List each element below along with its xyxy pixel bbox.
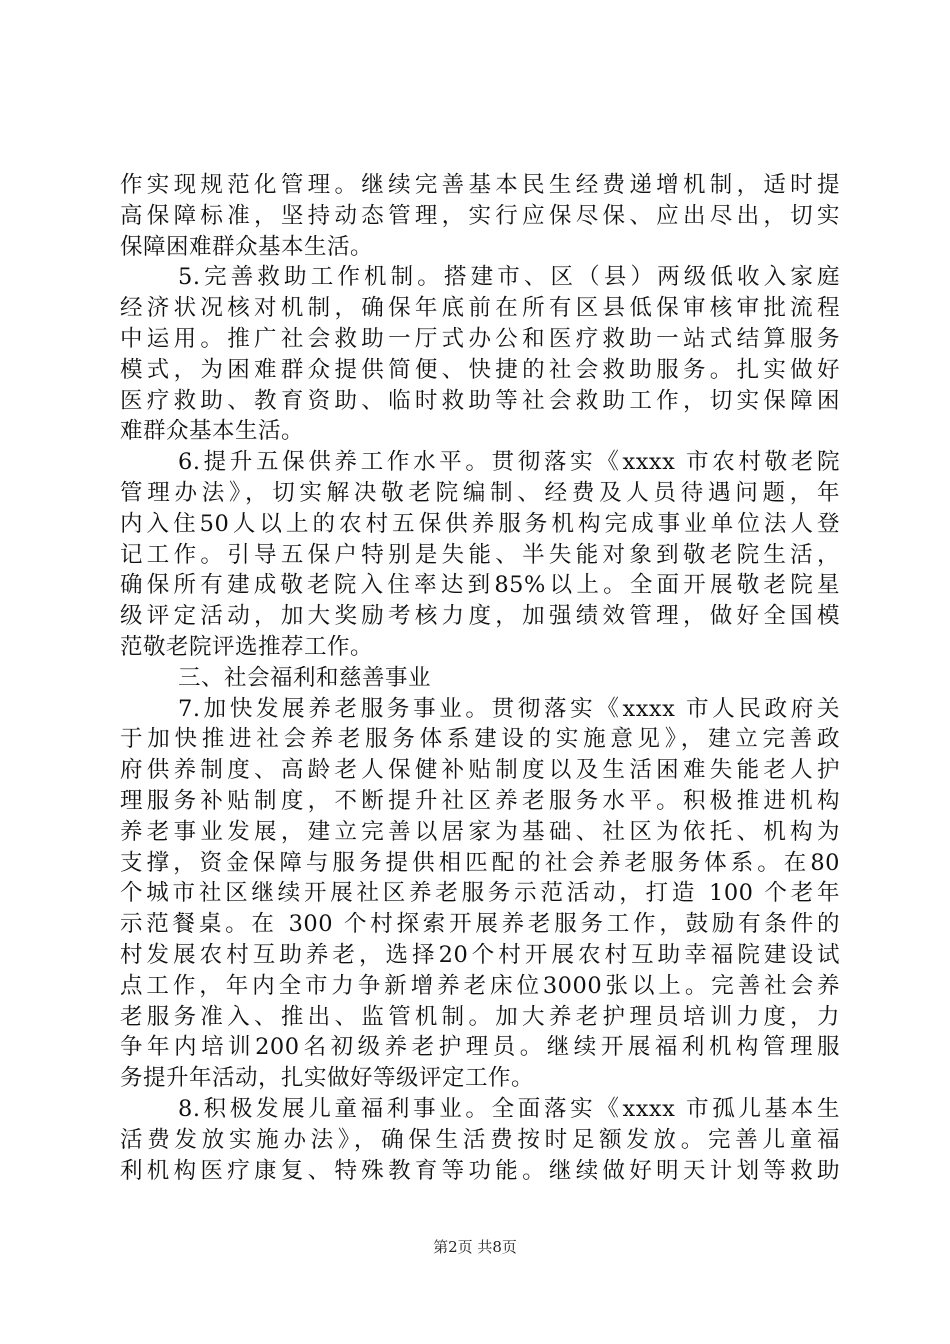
body-line: 争年内培训200名初级养老护理员。继续开展福利机构管理服 (120, 1034, 840, 1061)
body-line: 内入住50人以上的农村五保供养服务机构完成事业单位法人登 (120, 510, 840, 537)
paragraph-start-line: 5.完善救助工作机制。搭建市、区（县）两级低收入家庭 (178, 264, 840, 291)
body-line: 点工作，年内全市力争新增养老床位3000张以上。完善社会养 (120, 972, 840, 999)
body-line: 确保所有建成敬老院入住率达到85%以上。全面开展敬老院星 (120, 572, 840, 599)
paragraph-start-line: 7.加快发展养老服务事业。贯彻落实《xxxx 市人民政府关 (178, 695, 840, 722)
body-line: 于加快推进社会养老服务体系建设的实施意见》，建立完善政 (120, 726, 840, 753)
body-line: 医疗救助、教育资助、临时救助等社会救助工作，切实保障困 (120, 387, 840, 414)
paragraph-start-line: 6.提升五保供养工作水平。贯彻落实《xxxx 市农村敬老院 (178, 449, 840, 476)
body-line: 模式，为困难群众提供简便、快捷的社会救助服务。扎实做好 (120, 356, 840, 383)
body-line: 中运用。推广社会救助一厅式办公和医疗救助一站式结算服务 (120, 325, 840, 352)
body-line: 老服务准入、推出、监管机制。加大养老护理员培训力度，力 (120, 1003, 840, 1030)
body-line: 理服务补贴制度，不断提升社区养老服务水平。积极推进机构 (120, 787, 840, 814)
body-line: 作实现规范化管理。继续完善基本民生经费递增机制，适时提 (120, 172, 840, 198)
body-line: 难群众基本生活。 (120, 418, 305, 445)
body-line: 个城市社区继续开展社区养老服务示范活动，打造 100 个老年 (120, 880, 840, 907)
section-heading: 三、社会福利和慈善事业 (178, 664, 432, 691)
body-line: 级评定活动，加大奖励考核力度，加强绩效管理，做好全国模 (120, 603, 840, 630)
body-line: 高保障标准，坚持动态管理，实行应保尽保、应出尽出，切实 (120, 202, 840, 229)
paragraph-start-line: 8.积极发展儿童福利事业。全面落实《xxxx 市孤儿基本生 (178, 1095, 840, 1122)
page-number-footer: 第2页 共8页 (433, 1238, 517, 1256)
body-line: 利机构医疗康复、特殊教育等功能。继续做好明天计划等救助 (120, 1157, 840, 1184)
body-line: 府供养制度、高龄老人保健补贴制度以及生活困难失能老人护 (120, 757, 840, 784)
body-line: 村发展农村互助养老，选择20个村开展农村互助幸福院建设试 (120, 941, 840, 968)
body-line: 管理办法》，切实解决敬老院编制、经费及人员待遇问题，年 (120, 479, 840, 506)
body-line: 经济状况核对机制，确保年底前在所有区县低保审核审批流程 (120, 295, 840, 322)
document-body (120, 170, 840, 1186)
body-line: 养老事业发展，建立完善以居家为基础、社区为依托、机构为 (120, 818, 840, 845)
body-line: 记工作。引导五保户特别是失能、半失能对象到敬老院生活， (120, 541, 840, 568)
body-line: 保障困难群众基本生活。 (120, 233, 374, 260)
body-line: 活费发放实施办法》，确保生活费按时足额发放。完善儿童福 (120, 1126, 840, 1153)
body-line: 示范餐桌。在 300 个村探索开展养老服务工作，鼓励有条件的 (120, 911, 840, 938)
body-line: 支撑，资金保障与服务提供相匹配的社会养老服务体系。在80 (120, 849, 840, 876)
body-line: 务提升年活动，扎实做好等级评定工作。 (120, 1065, 535, 1092)
body-line: 范敬老院评选推荐工作。 (120, 633, 374, 660)
